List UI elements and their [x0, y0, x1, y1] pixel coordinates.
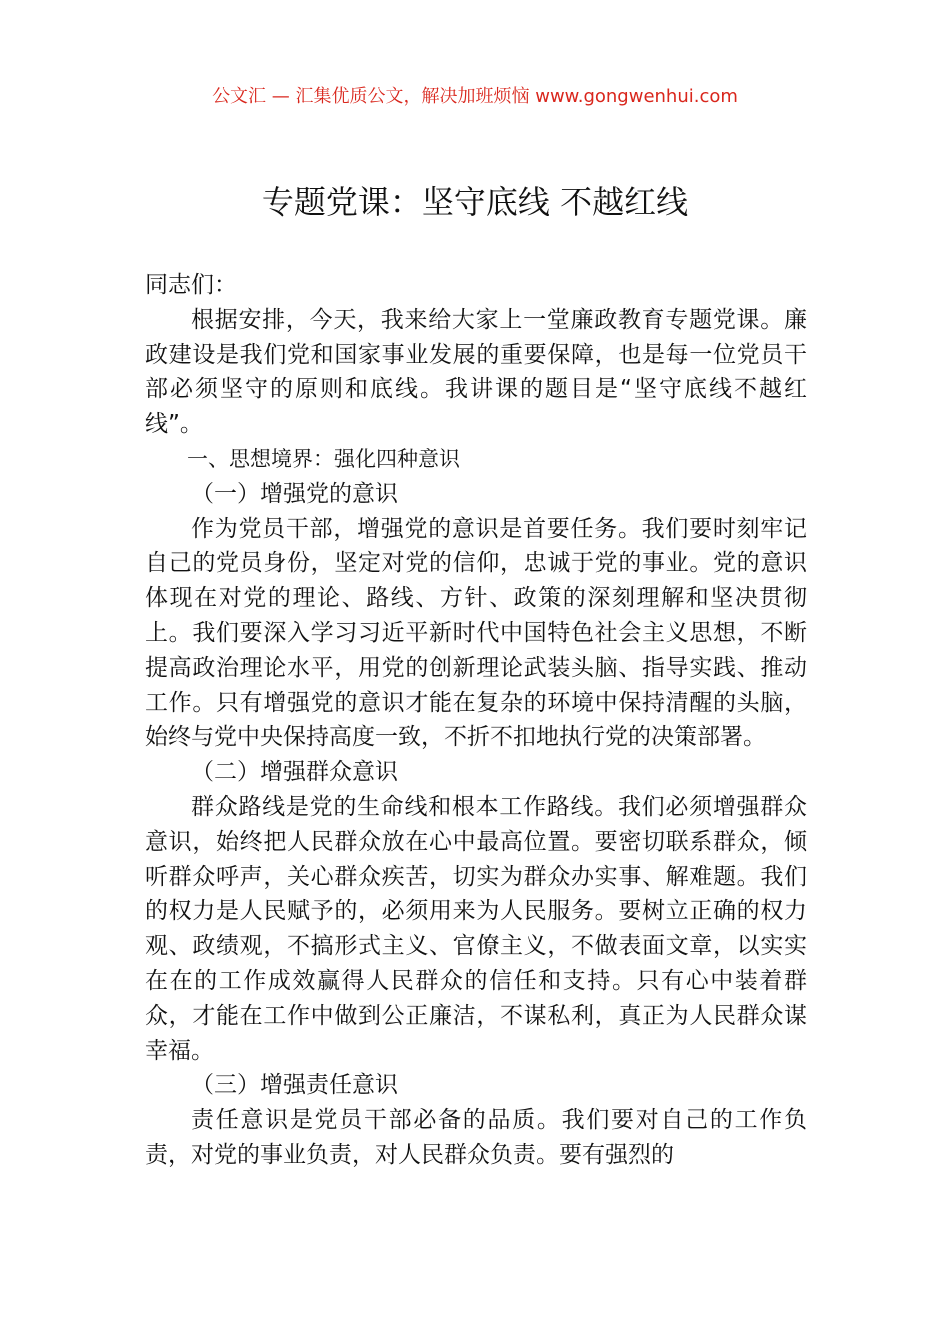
subsection-body-1: 作为党员干部，增强党的意识是首要任务。我们要时刻牢记自己的党员身份，坚定对党的信仰，忠诚于党的事业。党的意识体现在对党的理论、路线、方针、政策的深刻理解和坚决贯彻上。我们要深入学习习近平新时代中国特色社会主义思想，不断提高政治理论水平，用党的创新理论武装头脑、指导实践、推动工作。只有增强党的意识才能在复杂的环境中保持清醒的头脑，始终与党中央保持高度一致，不折不扣地执行党的决策部署。: [145, 515, 807, 751]
subsection-heading-3: （三）增强责任意识: [191, 1072, 398, 1099]
subsection-heading-1: （一）增强党的意识: [191, 480, 398, 507]
intro-paragraph: 根据安排，今天，我来给大家上一堂廉政教育专题党课。廉政建设是我们党和国家事业发展的重要保障，也是每一位党员干部必须坚守的原则和底线。我讲课的题目是“坚守底线不越红线”。: [145, 306, 807, 438]
subsection-body-2: 群众路线是党的生命线和根本工作路线。我们必须增强群众意识，始终把人民群众放在心中最高位置。要密切联系群众，倾听群众呼声，关心群众疾苦，切实为群众办实事、解难题。我们的权力是人民赋予的，必须用来为人民服务。要树立正确的权力观、政绩观，不搞形式主义、官僚主义，不做表面文章，以实实在在的工作成效赢得人民群众的信任和支持。只有心中装着群众，才能在工作中做到公正廉洁，不谋私利，真正为人民群众谋幸福。: [145, 793, 807, 1064]
salutation: 同志们：: [145, 272, 237, 298]
document-title: 专题党课：坚守底线 不越红线: [261, 183, 689, 221]
subsection-heading-2: （二）增强群众意识: [191, 759, 398, 786]
document-body: [145, 268, 807, 1173]
header-banner: 公文汇 — 汇集优质公文，解决加班烦恼 www.gongwenhui.com: [212, 86, 738, 107]
section-heading: 一、思想境界：强化四种意识: [187, 446, 460, 471]
subsection-body-3: 责任意识是党员干部必备的品质。我们要对自己的工作负责，对党的事业负责，对人民群众负责。要有强烈的: [145, 1107, 807, 1168]
